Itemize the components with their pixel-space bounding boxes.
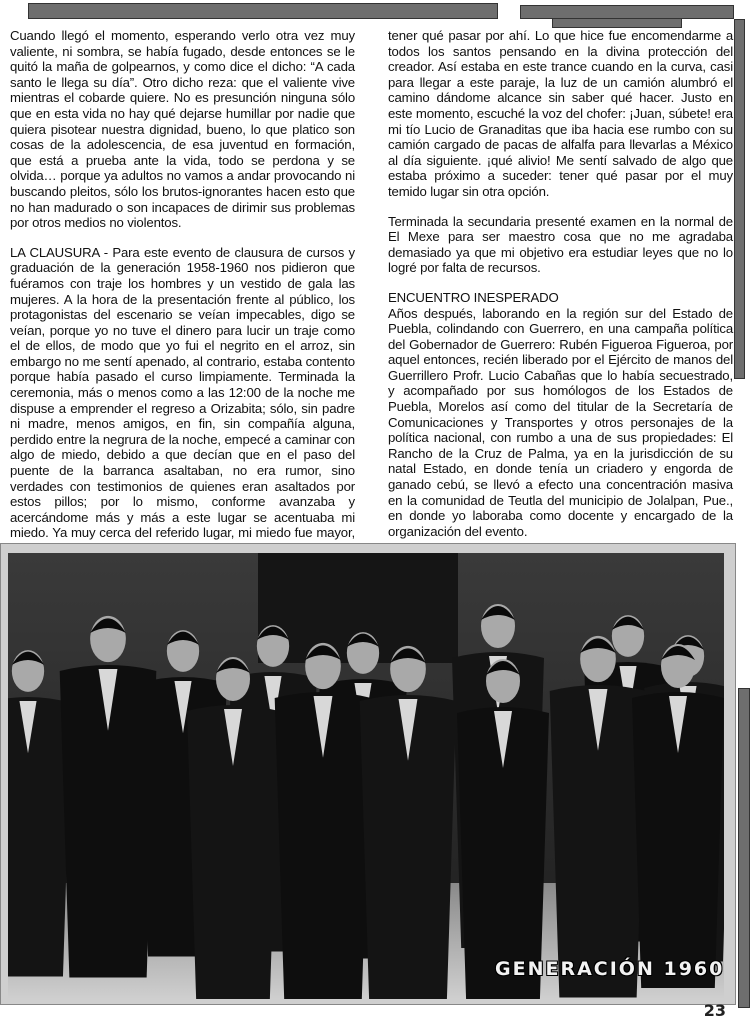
left-paragraph-2: LA CLAUSURA - Para este evento de clausura de cursos y graduación de la generación 1958-1960 nos pidieron que fuéramos con traje los hombres y un vestido de gala las mujeres. A la hora de la presentación frente al público, los protagonistas del escenario se veían impecables, digo se veían, porque yo no tuve el dinero para lucir un traje como el de ellos, de modo que yo fui el negrito en el arroz, sin embargo no me sentí apenado, al contrario, estaba contento porque había pasado el curso limpiamente. Terminada la ceremonia, más o menos como a las 12:00 de la noche me dispuse a emprender el regreso a Orizabita; sólo, sin padre ni madre, menos amigos, en fin, sin compañía alguna, perdido entre la negrura de la noche, empecé a caminar con algo de miedo, debido a que decían que en el paso del puente de la barranca asaltaban, no era rumor, sino verdades con testimonios de quienes eran asaltados por estos pillos; por lo mismo, conforme avanzaba y acercándome más y más a este lugar se acentuaba mi miedo. Ya muy cerca del referido lugar, mi miedo fue mayor, [10,244,355,541]
side-bar-bottom [738,688,750,1008]
right-paragraph-1: tener qué pasar por ahí. Lo que hice fue encomendarme a todos los santos pensando en la divina protección del creador. Así estaba en este trance cuando en la curva, casi para llegar a este paraje, la luz de un camión alumbró el camino dándome alcance sin saber qué hacer. Justo en este momento, escuché la voz del chofer: ¡Juan, súbete! era mi tío Lucio de Granaditas que iba hacia ese rumbo con su camión cargado de pacas de alfalfa para llevarlas a México al día siguiente. ¡qué alivio! Me sentí salvado de algo que estaba próximo a suceder: tener qué pasar por el muy temido lugar sin otra opción. [388,28,733,199]
section-heading: ENCUENTRO INESPERADO [388,289,559,305]
right-paragraph-2: Terminada la secundaria presenté examen en la normal de El Mexe para ser maestro cosa que no me agradaba demasiado ya que mi objetivo era estudiar leyes que no lo logré por falta de recursos. [388,213,733,276]
left-paragraph-1: Cuando llegó el momento, esperando verlo otra vez muy valiente, ni sombra, se había fugado, desde entonces se le quitó la maña de golpearnos, y como dice el dicho: “A cada santo le llega su día”. Otro dicho reza: que el valiente vive mientras el cobarde quiere. No es presunción ninguna sólo que en esta vida no hay qué dejarse humillar por nadie que quiera pisotear nuestra dignidad, bueno, lo que platico son cosas de la adolescencia, de esa juventud en formación, que está a prueba ante la vida, todo se perdona y se olvida… porque ya adultos no vamos a andar provocando ni buscando pleitos, sólo los brutos-ignorantes hacen esto que no han madurado o son incapaces de dirimir sus problemas por otros medios no violentos. [10,28,355,231]
left-column [10,28,355,586]
group-photo [8,553,724,999]
group-photo-illustration [8,553,724,999]
header-bar-tab [552,18,682,28]
person-figure [60,616,157,978]
photo-frame [0,543,736,1005]
person-figure [360,646,457,999]
page-number: 23 [703,1001,726,1020]
person-figure [550,636,647,998]
person-figure [275,643,372,999]
header-bar-right [520,5,734,19]
right-column [388,28,733,553]
header-bar-left [28,3,498,19]
photo-caption: GENERACIÓN 1960 [495,958,725,980]
person-figure [632,644,724,988]
person-figure [187,657,279,999]
person-figure [457,659,549,999]
right-paragraph-3: Años después, laborando en la región sur del Estado de Puebla, colindando con Guerrero, en una campaña política del Gobernador de Guerrero: Rubén Figueroa Figueroa, por aquel entonces, recién liberado por el Ejército de manos del Guerrillero Profr. Lucio Cabañas que lo había secuestrado, y acompañado por sus homólogos de los Estados de Puebla, Morelos así como del titular de la Secretaría de Comunicaciones y Transportes y otros personajes de la política nacional, con rumbo a una de sus propiedades: El Rancho de la Cruz de Palma, ya en la jurisdicción de su natal Estado, en donde tenía un criadero y engorda de ganado cebú, se llevó a efecto una concentración masiva en la comunidad de Teutla del municipio de Jolalpan, Pue., en donde yo laboraba como docente y encargado de la organización del evento. [388,305,733,539]
side-bar-top [734,19,745,379]
